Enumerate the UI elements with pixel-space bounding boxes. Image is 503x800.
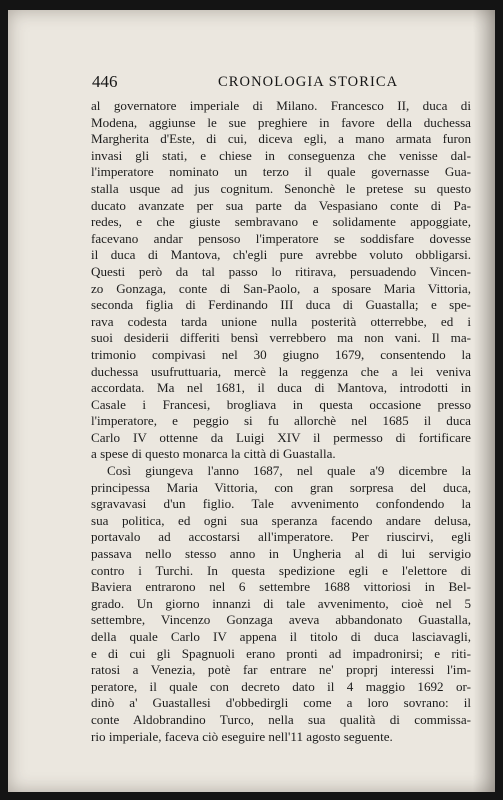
text-line: della quale Carlo IV appena il titolo di duca lasciavagli,: [91, 629, 471, 644]
text-line: sgravavasi d'un figlio. Tale avvenimento confondendo la: [91, 496, 471, 512]
text-line: Baviera entrarono nel 6 settembre 1688 vittoriosi in Bel-: [91, 579, 471, 595]
text-line: passava nello stesso anno in Ungheria al di lui servigio: [91, 546, 471, 562]
text-line: ducato avanzate per sua parte da Vespasiano conte di Pa-: [91, 197, 471, 213]
text-line: seconda figlia di Ferdinando III duca di Guastalla; e spe-: [91, 297, 471, 313]
text-line: a spese di questo monarca la città di Guastalla.: [91, 446, 336, 462]
page-number: 446: [92, 72, 118, 91]
text-line: ratosi a Venezia, potè far entrare ne' proprj interessi l'im-: [91, 662, 471, 678]
text-line: Modena, aggiunse le sue preghiere in favore della duchessa: [91, 114, 471, 130]
text-line: peratore, il quale con decreto dato il 4 maggio 1692 or-: [91, 678, 471, 694]
paragraph: [91, 98, 471, 463]
text-line: l'imperatore, e peggio si fu allorchè nel 1685 il duca: [91, 413, 471, 429]
text-line: rio imperiale, faceva ciò eseguire nell'11 agosto seguente.: [91, 728, 393, 744]
text-line: al governatore imperiale di Milano. Francesco II, duca di: [91, 98, 471, 113]
text-line: stalla usque ad jus cognitum. Senonchè le pretese su questo: [91, 180, 471, 196]
text-line: contro i Turchi. In questa spedizione egli e l'elettore di: [91, 562, 471, 578]
running-title: CRONOLOGIA STORICA: [218, 74, 399, 90]
text-line: rava codesta tarda unione nulla posterità otterrebbe, ed i: [91, 313, 471, 329]
text-line: duchessa usufruttuaria, mercè la reggenza che a lei veniva: [91, 363, 471, 379]
text-line: invasi gli stati, e chiese in conseguenza che venisse dal-: [91, 147, 471, 163]
page-header: [92, 72, 472, 96]
text-line: portavalo ad accostarsi all'imperatore. Per riuscirvi, egli: [91, 529, 471, 545]
text-line: redes, e che giuste sembravano e solidamente appoggiate,: [91, 214, 471, 230]
text-line: Casale i Francesi, brogliava in questa occasione presso: [91, 396, 471, 412]
text-line: conte Aldobrandino Turco, nella sua qualità di commissa-: [91, 711, 471, 727]
text-line: l'imperatore nominato un terzo il quale governasse Gua-: [91, 164, 471, 180]
text-line: trimonio compivasi nel 30 giugno 1679, consentendo la: [91, 346, 471, 362]
text-line: dinò a' Guastallesi d'obbedirgli come a loro sovrano: il: [91, 695, 471, 711]
text-line: sua politica, ed ogni sua speranza facendo andare delusa,: [91, 512, 471, 528]
text-line: il duca di Mantova, ch'egli pure avrebbe voluto obbligarsi.: [91, 247, 471, 263]
text-line: Questi però da tal passo lo ritirava, persuadendo Vincen-: [91, 263, 471, 279]
paragraph: [91, 463, 471, 745]
text-line: e di cui gli Spagnuoli erano pronti ad impadronirsi; e riti-: [91, 645, 471, 661]
text-line: Carlo IV ottenne da Luigi XIV il permesso di fortificare: [91, 429, 471, 445]
book-page: [8, 10, 495, 792]
text-line: zo Gonzaga, conte di San-Paolo, a sposare Maria Vittoria,: [91, 280, 471, 296]
text-line: settembre, Vincenzo Gonzaga aveva abbandonato Guastalla,: [91, 612, 471, 628]
text-line: Margherita d'Este, di cui, diceva egli, a mano armata furon: [91, 131, 471, 147]
text-line: grado. Un giorno innanzi di tale avvenimento, cioè nel 5: [91, 595, 471, 611]
text-line: facevano andar pensoso l'imperatore se soddisfare dovesse: [91, 230, 471, 246]
text-line: principessa Maria Vittoria, con gran sorpresa del duca,: [91, 479, 471, 495]
text-line: Così giungeva l'anno 1687, nel quale a'9 dicembre la: [107, 463, 471, 479]
text-line: accordata. Ma nel 1681, il duca di Mantova, introdotti in: [91, 380, 471, 396]
text-line: suoi desiderii differiti bensì verrebbero ma non vani. Il ma-: [91, 330, 471, 346]
body-text: [91, 98, 471, 745]
